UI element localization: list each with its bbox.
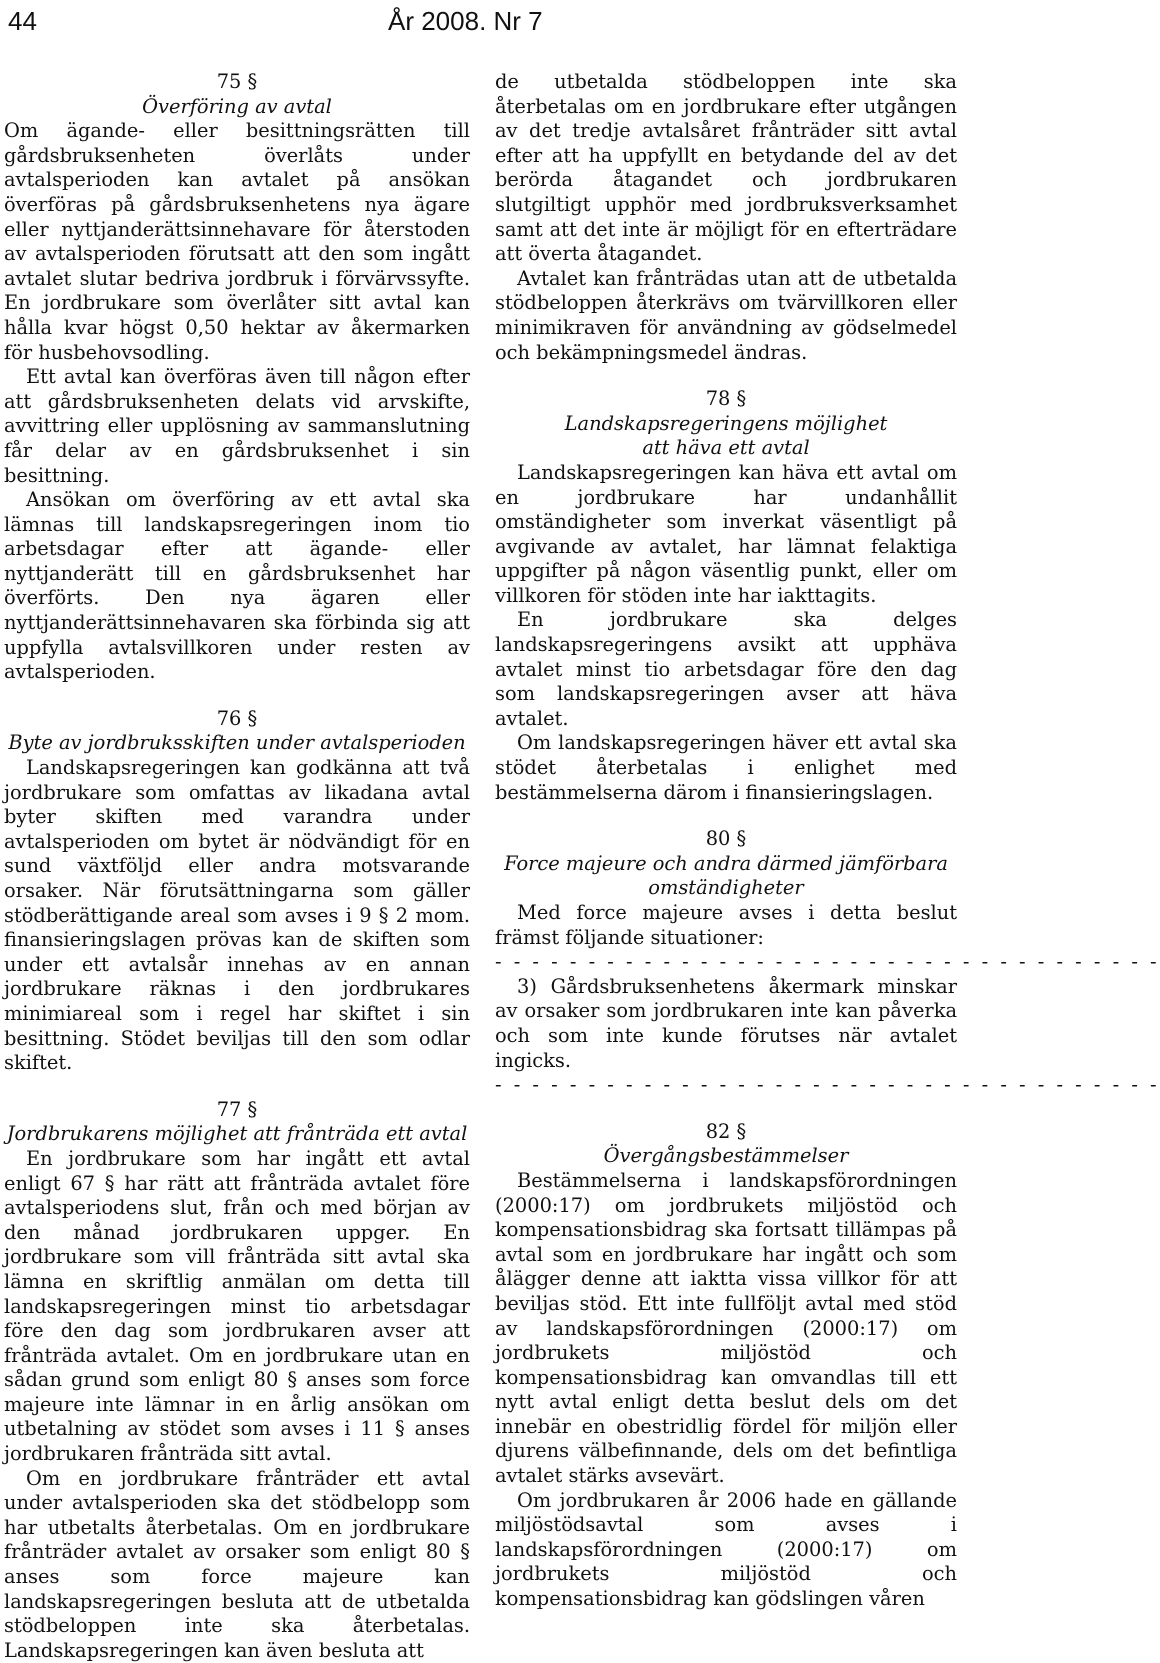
paragraph: Bestämmelserna i landskapsförordningen (2000:17) om jordbrukets miljöstöd och kompensationsbidrag ska fortsatt tillämpas på avtal som en jordbrukare har ingått och som ålägger denne att iaktta vissa villkor för att beviljas stöd. Ett inte fullföljt avtal med stöd av landskapsförordningen (2000:17) om jordbrukets miljöstöd och kompensationsbidrag kan omvandlas till ett nytt avtal enligt detta beslut dels om det innebär en obestridlig fördel för miljön eller djurens välbefinnande, dels om det befintliga avtalet stärks avsevärt. — [495, 1168, 957, 1488]
paragraph: En jordbrukare ska delges landskapsregeringens avsikt att upphäva avtalet minst tio arbetsdagar före den dag som landskapsregeringen avser att häva avtalet. — [495, 608, 957, 730]
paragraph: Ett avtal kan överföras även till någon efter att gårdsbruksenheten delats vid arvskifte, avvittring eller upplösning av sammanslutning får delar av en gårdsbruksenhet i sin besittning. — [4, 365, 470, 487]
list-item: 3) Gårdsbruksenhetens åkermark minskar av orsaker som jordbrukaren inte kan påverka och som inte kunde förutses när avtalet ingicks. — [495, 974, 957, 1072]
paragraph: Om ägande- eller besittningsrätten till gårdsbruksenheten överlåts under avtalsperioden kan avtalet på ansökan överföras på gårdsbruksenhetens nya ägare eller nyttjanderättsinnehavare för återstoden av avtalsperioden förutsatt att den som ingått avtalet slutar bedriva jordbruk i förvärvssyfte. En jordbrukare som överlåter sitt avtal kan hålla kvar högst 0,50 hektar av åkermarken för husbehovsodling. — [4, 119, 470, 364]
section-title-line: att häva ett avtal — [642, 436, 810, 460]
paragraph: Landskapsregeringen kan häva ett avtal om en jordbrukare har undanhållit omständigheter som inverkat väsentligt på avgivande av avtalet, har lämnat felaktiga uppgifter på någon väsentlig punkt, eller om villkoren för stöden inte har iakttagits. — [495, 460, 957, 607]
section-78 — [495, 387, 957, 805]
omission-dashes: - - - - - - - - - - - - - - - - - - - - - - - - - - - - - - - - - - - - — [495, 950, 1160, 974]
paragraph: Om landskapsregeringen häver ett avtal ska stödet återbetalas i enlighet med bestämmelserna därom i finansieringslagen. — [495, 731, 957, 804]
section-76 — [4, 707, 470, 1076]
section-title-line: Landskapsregeringens möjlighet — [564, 411, 888, 435]
paragraph: Ansökan om överföring av ett avtal ska lämnas till landskapsregeringen inom tio arbetsdagar efter att ägande- eller nyttjanderätt till en gårdsbruksenhet har överförts. Den nya ägaren eller nyttjanderättsinnehavaren ska förbinda sig att uppfylla avtalsvillkoren under resten av avtalsperioden. — [4, 488, 470, 684]
paragraph: En jordbrukare som har ingått ett avtal enligt 67 § har rätt att frånträda avtalet före avtalsperiodens slut, från och med början av den månad jordbrukaren uppger. En jordbrukare som vill frånträda sitt avtal ska lämna en skriftlig anmälan om detta till landskapsregeringen minst tio arbetsdagar före den dag som jordbrukaren avser att frånträda avtalet. Om en jordbrukare utan en sådan grund som enligt 80 § anses som force majeure inte lämnar in en årlig ansökan om utbetalning av stödet som avses i 11 § anses jordbrukaren frånträda sitt avtal. — [4, 1146, 470, 1466]
paragraph: de utbetalda stödbeloppen inte ska återbetalas om en jordbrukare efter utgången av det tredje avtalsåret frånträder sitt avtal efter att ha uppfyllt en betydande del av det berörda åtagandet och jordbrukaren slutgiltigt upphör med jordbruksverksamhet samt att det inte är möjligt för en efterträdare att överta åtagandet. — [495, 70, 957, 266]
issue-label: År 2008. Nr 7 — [388, 6, 543, 36]
section-82 — [495, 1120, 957, 1612]
section-77-continued — [495, 70, 957, 365]
section-title: Byte av jordbruksskiften under avtalsperioden — [8, 731, 466, 755]
left-column — [4, 70, 470, 1663]
paragraph: Med force majeure avses i detta beslut främst följande situationer: — [495, 901, 957, 949]
right-column — [495, 70, 1160, 1612]
section-title: Överföring av avtal — [142, 94, 332, 118]
section-title-line: omständigheter — [648, 876, 804, 900]
paragraph: Om jordbrukaren år 2006 hade en gällande miljöstödsavtal som avses i landskapsförordningen (2000:17) om jordbrukets miljöstöd och kompensationsbidrag kan gödslingen våren — [495, 1488, 957, 1611]
section-77 — [4, 1098, 470, 1663]
paragraph: Landskapsregeringen kan godkänna att två jordbrukare som omfattas av likadana avtal byter skiften med varandra under avtalsperioden om bytet är nödvändigt för en sund växtföljd eller andra motsvarande orsaker. När förutsättningarna som gäller stödberättigande areal som avses i 9 § 2 mom. finansieringslagen prövas kan de skiften som under ett avtalsår innehas av en annan jordbrukare räknas i den jordbrukares minimiareal som i regel har skiftet i sin besittning. Stödet beviljas till den som odlar skiftet. — [4, 756, 470, 1075]
omission-dashes: - - - - - - - - - - - - - - - - - - - - - - - - - - - - - - - - - - - - — [495, 1073, 1160, 1097]
section-title: Jordbrukarens möjlighet att frånträda ett avtal — [6, 1122, 468, 1146]
section-number: 76 § — [216, 706, 258, 730]
page-number: 44 — [8, 6, 37, 36]
section-title: Övergångsbestämmelser — [603, 1144, 849, 1168]
section-number: 75 § — [216, 70, 258, 93]
section-number: 77 § — [216, 1097, 258, 1121]
paragraph: Avtalet kan frånträdas utan att de utbetalda stödbeloppen återkrävs om tvärvillkoren eller minimikraven för användning av gödselmedel och bekämpningsmedel ändras. — [495, 266, 957, 364]
section-number: 80 § — [705, 827, 747, 851]
section-number: 78 § — [705, 387, 747, 411]
paragraph: Om en jordbrukare frånträder ett avtal under avtalsperioden ska det stödbelopp som har utbetalts återbetalas. Om en jordbrukare frånträder avtalet av orsaker som enligt 80 § anses som force majeure kan landskapsregeringen besluta att de utbetalda stödbeloppen inte ska återbetalas. Landskapsregeringen kan även besluta att — [4, 1466, 470, 1662]
section-number: 82 § — [705, 1119, 747, 1143]
page-header — [0, 0, 960, 40]
section-title-line: Force majeure och andra därmed jämförbara — [504, 851, 948, 875]
section-75 — [4, 70, 470, 685]
section-80 — [495, 827, 1160, 1098]
